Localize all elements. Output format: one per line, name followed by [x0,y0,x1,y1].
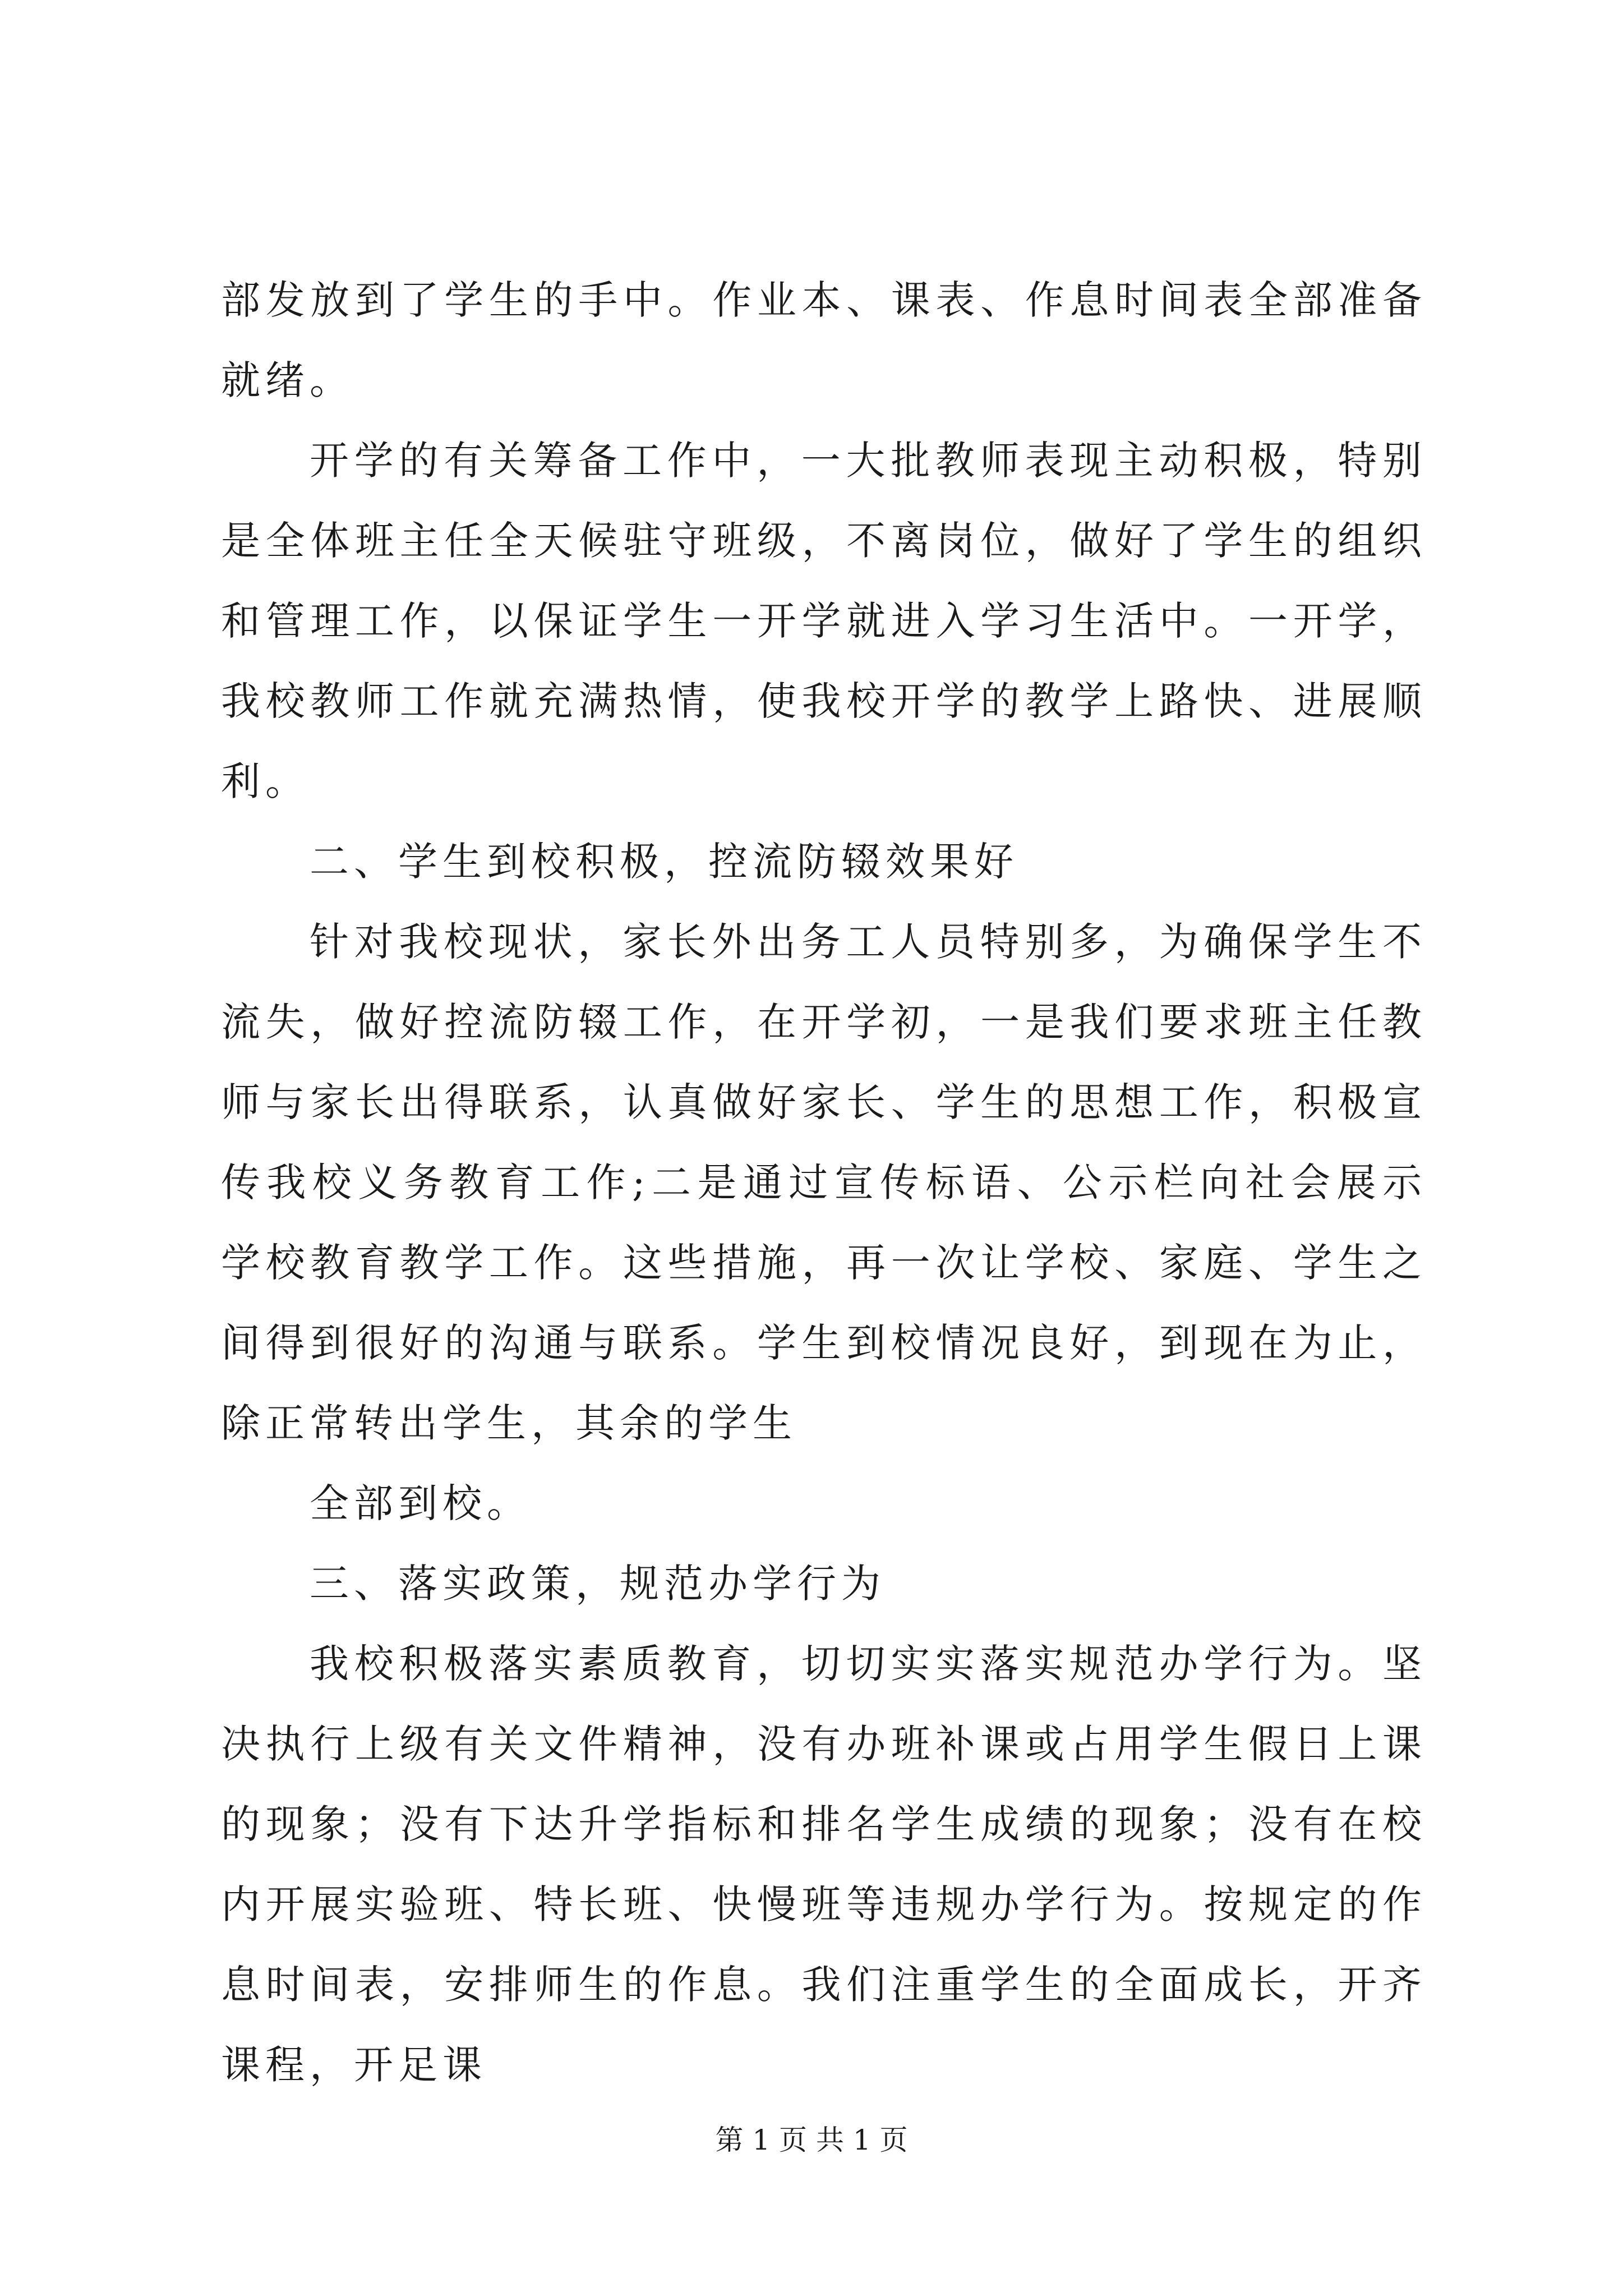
document-body [221,260,1427,2105]
paragraph-continuation: 部发放到了学生的手中。作业本、课表、作息时间表全部准备就绪。 [221,277,1427,403]
section-heading-three: 三、落实政策，规范办学行为 [310,1561,886,1607]
page-footer: 第 1 页 共 1 页 [715,2124,908,2156]
paragraph-policy: 我校积极落实素质教育，切切实实落实规范办学行为。坚决执行上级有关文件精神，没有办班补课或占用学生假日上课的现象；没有下达升学指标和排名学生成绩的现象；没有在校内开展实验班、特长班、快慢班等违规办学行为。按规定的作息时间表，安排师生的作息。我们注重学生的全面成长，开齐课程，开足课 [221,1641,1427,2088]
paragraph-preparation: 开学的有关筹备工作中，一大批教师表现主动积极，特别是全体班主任全天候驻守班级，不离岗位，做好了学生的组织和管理工作，以保证学生一开学就进入学习生活中。一开学，我校教师工作就充满热情，使我校开学的教学上路快、进展顺利。 [221,438,1427,804]
section-heading-two: 二、学生到校积极，控流防辍效果好 [310,839,1018,885]
paragraph-enrollment: 针对我校现状，家长外出务工人员特别多，为确保学生不流失，做好控流防辍工作，在开学初，一是我们要求班主任教师与家长出得联系，认真做好家长、学生的思想工作，积极宣传我校义务教育工作;二是通过宣传标语、公示栏向社会展示学校教育教学工作。这些措施，再一次让学校、家庭、学生之间得到很好的沟通与联系。学生到校情况良好，到现在为止，除正常转出学生，其余的学生 [221,919,1427,1446]
paragraph-all-arrived: 全部到校。 [310,1480,531,1526]
